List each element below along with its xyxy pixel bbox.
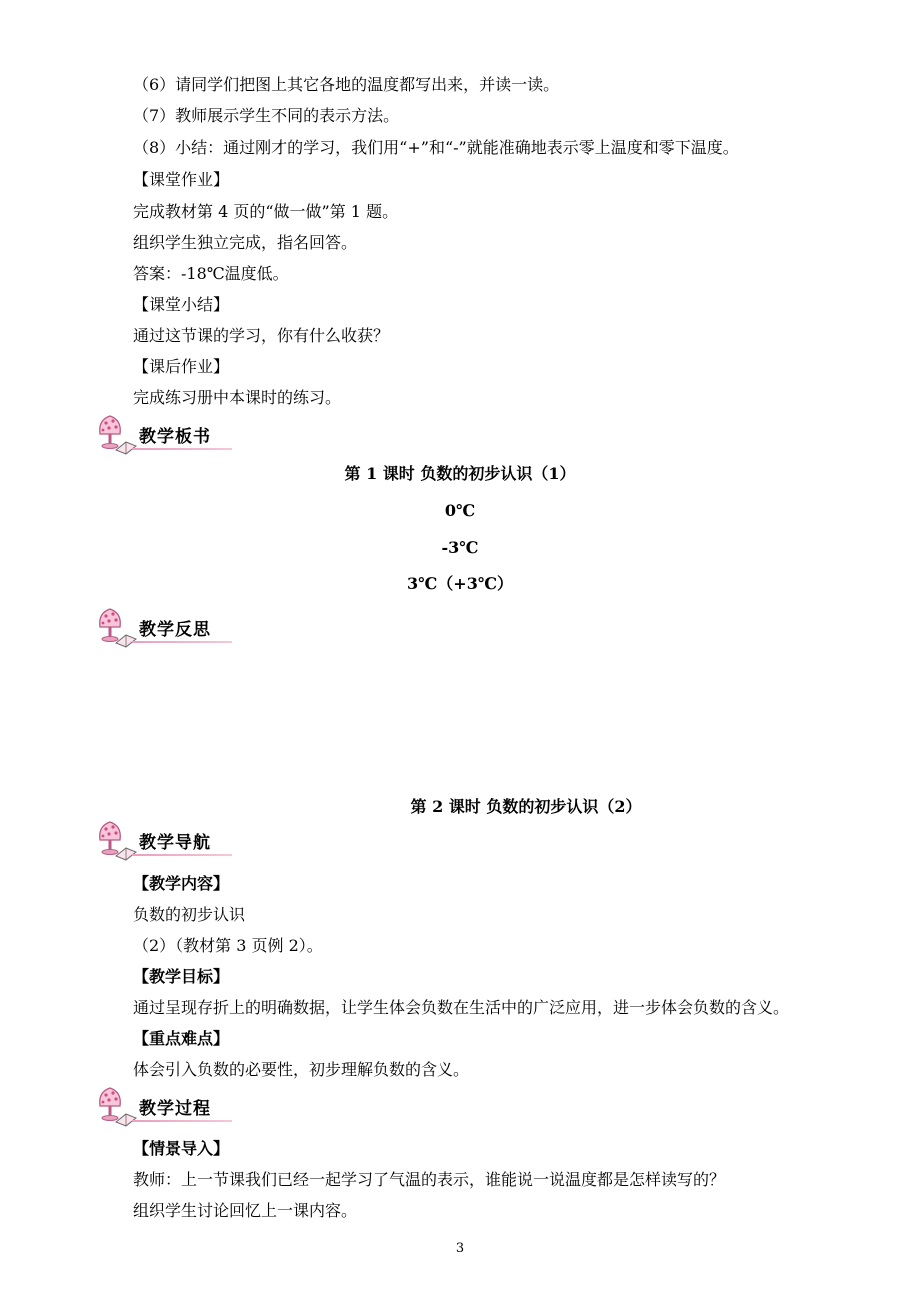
- text-line: 通过呈现存折上的明确数据，让学生体会负数在生活中的广泛应用，进一步体会负数的含义。: [133, 998, 790, 1017]
- header-underline: [132, 854, 232, 856]
- section-header-label: 教学导航: [139, 833, 211, 853]
- lesson-title: 第 2 课时 负数的初步认识（2）: [410, 797, 642, 816]
- header-underline: [132, 1120, 232, 1122]
- section-heading: 【教学目标】: [133, 967, 230, 986]
- board-line: -3℃: [441, 538, 479, 557]
- section-heading: 【课堂小结】: [133, 295, 230, 314]
- header-underline: [132, 641, 232, 643]
- text-line: 体会引入负数的必要性，初步理解负数的含义。: [133, 1060, 470, 1079]
- section-header-board: [92, 412, 237, 456]
- text-line: （6）请同学们把图上其它各地的温度都写出来，并读一读。: [133, 75, 560, 94]
- text-line: 答案：-18℃温度低。: [133, 264, 289, 283]
- text-line: 组织学生独立完成，指名回答。: [133, 233, 358, 252]
- text-line: 通过这节课的学习，你有什么收获？: [133, 326, 390, 345]
- text-line: （7）教师展示学生不同的表示方法。: [133, 106, 400, 125]
- board-line: 3℃（+3℃）: [406, 574, 514, 593]
- section-header-label: 教学板书: [139, 427, 211, 447]
- text-line: 完成教材第 4 页的“做一做”第 1 题。: [133, 202, 399, 221]
- section-heading: 【教学内容】: [133, 874, 230, 893]
- text-line: 教师：上一节课我们已经一起学习了气温的表示，谁能说一说温度都是怎样读写的？: [133, 1170, 726, 1189]
- text-line: 负数的初步认识: [133, 905, 246, 924]
- board-line: 0℃: [444, 501, 476, 520]
- section-header-reflection: [92, 605, 237, 649]
- section-heading: 【课堂作业】: [133, 170, 230, 189]
- text-line: 组织学生讨论回忆上一课内容。: [133, 1201, 358, 1220]
- section-header-label: 教学反思: [139, 620, 211, 640]
- header-underline: [132, 448, 232, 450]
- section-heading: 【课后作业】: [133, 357, 230, 376]
- section-heading: 【情景导入】: [133, 1139, 230, 1158]
- section-heading: 【重点难点】: [133, 1029, 230, 1048]
- text-line: 完成练习册中本课时的练习。: [133, 388, 342, 407]
- board-title: 第 1 课时 负数的初步认识（1）: [344, 464, 576, 483]
- section-header-navigation: [92, 818, 237, 862]
- section-header-label: 教学过程: [139, 1099, 211, 1119]
- page-number: 3: [455, 1241, 465, 1256]
- section-header-process: [92, 1084, 237, 1128]
- text-line: （8）小结：通过刚才的学习，我们用“+”和“-”就能准确地表示零上温度和零下温度。: [133, 138, 739, 157]
- text-line: （2）（教材第 3 页例 2）。: [133, 936, 323, 955]
